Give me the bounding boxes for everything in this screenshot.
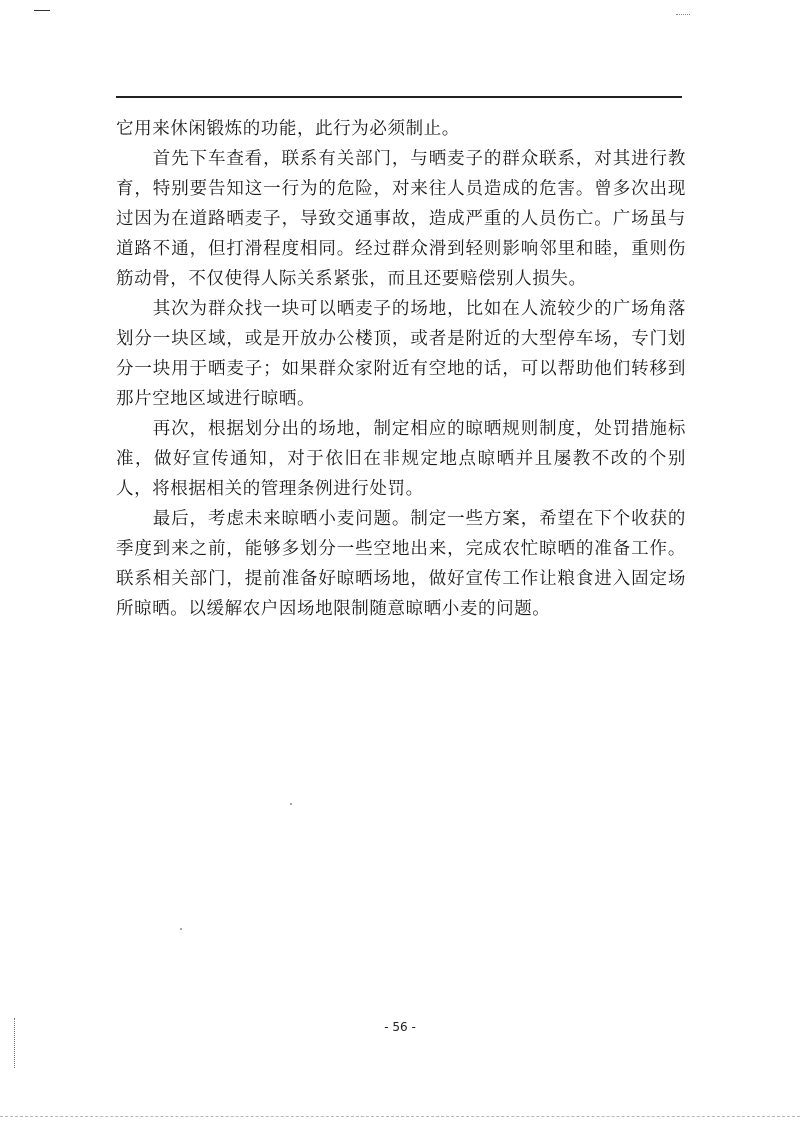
paragraph-5: 最后，考虑未来晾晒小麦问题。制定一些方案，希望在下个收获的季度到来之前，能够多划分一些空地出来，完成农忙晾晒的准备工作。联系相关部门，提前准备好晾晒场地，做好宣传工作让粮食进入固定场所晾晒。以缓解农户因场地限制随意晾晒小麦的问题。 [116, 509, 686, 619]
scan-mark [0, 1116, 800, 1119]
paragraph-1: 它用来休闲锻炼的功能，此行为必须制止。 [116, 119, 460, 139]
header-rule [116, 96, 682, 98]
scan-speck [290, 803, 292, 805]
scan-mark [14, 1018, 15, 1068]
page-number: - 56 - [384, 1020, 416, 1034]
scan-mark [676, 14, 690, 15]
scan-speck [180, 928, 182, 930]
scan-mark [34, 10, 50, 11]
paragraph-2: 首先下车查看，联系有关部门，与晒麦子的群众联系，对其进行教育，特别要告知这一行为的危险，对来往人员造成的危害。曾多次出现过因为在道路晒麦子，导致交通事故，造成严重的人员伤亡。广场虽与道路不通，但打滑程度相同。经过群众滑到轻则影响邻里和睦，重则伤筋动骨，不仅使得人际关系紧张，而且还要赔偿别人损失。 [116, 149, 686, 289]
body-text [116, 114, 686, 624]
paragraph-3: 其次为群众找一块可以晒麦子的场地，比如在人流较少的广场角落划分一块区域，或是开放办公楼顶，或者是附近的大型停车场，专门划分一块用于晒麦子；如果群众家附近有空地的话，可以帮助他们转移到那片空地区域进行晾晒。 [116, 299, 686, 409]
paragraph-4: 再次，根据划分出的场地，制定相应的晾晒规则制度，处罚措施标准，做好宣传通知，对于依旧在非规定地点晾晒并且屡教不改的个别人，将根据相关的管理条例进行处罚。 [116, 419, 686, 499]
